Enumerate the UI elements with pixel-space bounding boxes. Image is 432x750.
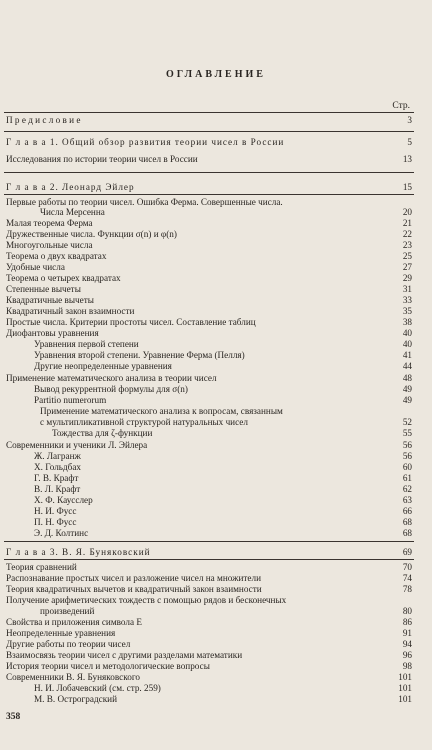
toc-subentry <box>0 484 432 495</box>
divider <box>4 541 414 542</box>
toc-entry <box>0 672 432 683</box>
toc-entry-title: Диофантовы уравнения <box>6 328 99 338</box>
toc-entry-page: 70 <box>402 562 412 572</box>
divider <box>4 172 414 173</box>
toc-entry-page: 13 <box>402 154 412 164</box>
toc-entry-page: 56 <box>402 440 412 450</box>
toc-entry <box>0 328 432 339</box>
toc-entry-title: Получение арифметических тождеств с помощью рядов и бесконечных <box>6 595 287 605</box>
toc-subentry <box>0 339 432 350</box>
toc-entry-title: Н. И. Фусс <box>34 506 77 516</box>
toc-entry-page: 94 <box>402 639 412 649</box>
toc-entry <box>0 262 432 273</box>
toc-entry-page: 74 <box>402 573 412 583</box>
toc-entry-page: 91 <box>402 628 412 638</box>
toc-subentry <box>0 451 432 462</box>
toc-entry-title: История теории чисел и методологические вопросы <box>6 661 210 671</box>
toc-entry-page: 29 <box>402 273 412 283</box>
toc-entry-title: Н. И. Лобачевский (см. стр. 259) <box>34 683 161 693</box>
toc-entry-page: 41 <box>402 350 412 360</box>
toc-entry-title: В. Л. Крафт <box>34 484 81 494</box>
toc-entry-page: 21 <box>402 218 412 228</box>
toc-entry-page: 68 <box>402 517 412 527</box>
toc-subentry <box>0 473 432 484</box>
toc-subentry <box>0 517 432 528</box>
toc-entry-page: 68 <box>402 528 412 538</box>
page-title: ОГЛАВЛЕНИЕ <box>166 69 266 80</box>
toc-entry-title: Простые числа. Критерии простоты чисел. Составление таблиц <box>6 317 256 327</box>
toc-entry-page: 55 <box>402 428 412 438</box>
toc-subentry <box>0 495 432 506</box>
toc-entry-page: 5 <box>407 137 412 147</box>
toc-entry-title: Уравнения первой степени <box>34 339 139 349</box>
toc-entry <box>0 562 432 573</box>
toc-entry <box>0 373 432 384</box>
toc-entry-title: Дружественные числа. Функции σ(n) и φ(n) <box>6 229 177 239</box>
toc-entry-title: Малая теорема Ферма <box>6 218 93 228</box>
toc-entry <box>0 650 432 661</box>
toc-entry-page: 69 <box>402 547 412 557</box>
toc-entry-title: Первые работы по теории чисел. Ошибка Ферма. Совершенные числа. <box>6 197 283 207</box>
toc-entry-page: 56 <box>402 451 412 461</box>
toc-entry-page: 98 <box>402 661 412 671</box>
toc-entry <box>0 295 432 306</box>
toc-entry-page: 78 <box>402 584 412 594</box>
toc-entry-page: 52 <box>402 417 412 427</box>
divider <box>4 112 414 113</box>
toc-entry-page: 80 <box>402 606 412 616</box>
toc-entry-title: М. В. Остроградский <box>34 694 118 704</box>
toc-entry-title: Квадратичный закон взаимности <box>6 306 135 316</box>
toc-entry <box>0 154 432 165</box>
toc-entry <box>0 628 432 639</box>
toc-subentry <box>0 350 432 361</box>
toc-entry <box>0 317 432 328</box>
toc-chapter-heading <box>0 547 432 558</box>
toc-entry-title: Х. Ф. Каусслер <box>34 495 93 505</box>
toc-entry-title: Теория сравнений <box>6 562 77 572</box>
toc-entry-page: 25 <box>402 251 412 261</box>
toc-entry-page: 49 <box>402 395 412 405</box>
toc-entry-title: Современники и ученики Л. Эйлера <box>6 440 148 450</box>
toc-entry-title: Применение математического анализа к вопросам, связанным <box>40 406 283 416</box>
toc-entry-title: Квадратичные вычеты <box>6 295 94 305</box>
page-number: 358 <box>6 712 21 722</box>
toc-entry-title: Применение математического анализа в теории чисел <box>6 373 217 383</box>
toc-entry-page: 96 <box>402 650 412 660</box>
toc-entry <box>0 229 432 240</box>
toc-entry-title: Другие работы по теории чисел <box>6 639 131 649</box>
toc-subentry <box>0 462 432 473</box>
toc-entry-title: Удобные числа <box>6 262 65 272</box>
toc-entry <box>0 306 432 317</box>
toc-entry-page: 86 <box>402 617 412 627</box>
toc-entry-page: 15 <box>402 182 412 192</box>
toc-entry-page: 23 <box>402 240 412 250</box>
toc-entry-title: Тождества для ζ-функции <box>52 428 153 438</box>
toc-subentry <box>0 683 432 694</box>
toc-entry-page: 63 <box>402 495 412 505</box>
toc-chapter-heading <box>0 137 432 148</box>
toc-entry-title: Ж. Лагранж <box>34 451 81 461</box>
toc-entry <box>0 595 432 606</box>
toc-entry <box>0 573 432 584</box>
toc-entry <box>0 207 432 218</box>
toc-entry-title: с мультипликативной структурой натуральных чисел <box>40 417 248 427</box>
toc-entry <box>0 661 432 672</box>
toc-entry-page: 33 <box>402 295 412 305</box>
toc-entry-title: Х. Гольдбах <box>34 462 81 472</box>
toc-entry-title: Э. Д. Колтинс <box>34 528 89 538</box>
toc-entry-page: 48 <box>402 373 412 383</box>
toc-subentry <box>0 506 432 517</box>
toc-entry-title: Свойства и приложения символа E <box>6 617 142 627</box>
toc-entry-page: 3 <box>407 115 412 125</box>
toc-subentry <box>0 406 432 417</box>
toc-entry-page: 66 <box>402 506 412 516</box>
toc-entry <box>0 273 432 284</box>
toc-entry-title: Г л а в а 1. Общий обзор развития теории чисел в России <box>6 137 285 147</box>
toc-entry-page: 101 <box>398 672 412 682</box>
toc-entry-title: Теорема о двух квадратах <box>6 251 107 261</box>
toc-entry <box>0 218 432 229</box>
toc-entry-page: 101 <box>398 694 412 704</box>
toc-entry-title: Взаимосвязь теории чисел с другими разделами математики <box>6 650 243 660</box>
toc-entry <box>0 606 432 617</box>
toc-subentry <box>0 528 432 539</box>
toc-entry <box>0 639 432 650</box>
toc-entry-page: 27 <box>402 262 412 272</box>
toc-entry-title: Г л а в а 2. Леонард Эйлер <box>6 182 135 192</box>
toc-subentry <box>0 428 432 439</box>
toc-entry-title: произведений <box>40 606 95 616</box>
toc-entry <box>0 617 432 628</box>
toc-entry <box>0 284 432 295</box>
toc-entry-page: 40 <box>402 339 412 349</box>
toc-subentry <box>0 694 432 705</box>
toc-entry-title: П р е д и с л о в и е <box>6 115 81 125</box>
toc-entry-page: 38 <box>402 317 412 327</box>
toc-entry-page: 61 <box>402 473 412 483</box>
toc-entry-title: Теорема о четырех квадратах <box>6 273 121 283</box>
toc-entry-title: Современники В. Я. Буняковского <box>6 672 140 682</box>
toc-entry-page: 35 <box>402 306 412 316</box>
toc-entry-page: 49 <box>402 384 412 394</box>
toc-entry-title: Исследования по истории теории чисел в России <box>6 154 198 164</box>
toc-entry-title: Уравнения второй степени. Уравнение Ферма (Пелля) <box>34 350 245 360</box>
toc-entry <box>0 251 432 262</box>
toc-subentry <box>0 384 432 395</box>
toc-subentry <box>0 417 432 428</box>
toc-entry-title: П. Н. Фусс <box>34 517 77 527</box>
toc-entry-page: 44 <box>402 361 412 371</box>
toc-chapter-heading <box>0 182 432 193</box>
toc-subentry <box>0 361 432 372</box>
toc-entry-title: Г. В. Крафт <box>34 473 79 483</box>
toc-entry-title: Неопределенные уравнения <box>6 628 116 638</box>
toc-entry <box>0 440 432 451</box>
page-column-label: Стр. <box>392 101 410 111</box>
toc-entry-title: Числа Мерсенна <box>40 207 105 217</box>
toc-entry-title: Теория квадратичных вычетов и квадратичный закон взаимности <box>6 584 262 594</box>
toc-entry <box>0 115 432 126</box>
divider <box>4 131 414 132</box>
toc-entry-page: 20 <box>402 207 412 217</box>
divider <box>4 559 414 560</box>
toc-entry-title: Partitio numerorum <box>34 395 107 405</box>
toc-entry-title: Г л а в а 3. В. Я. Буняковский <box>6 547 151 557</box>
toc-entry <box>0 240 432 251</box>
toc-subentry <box>0 395 432 406</box>
toc-entry-page: 60 <box>402 462 412 472</box>
toc-entry-page: 101 <box>398 683 412 693</box>
toc-entry-page: 62 <box>402 484 412 494</box>
toc-entry-page: 22 <box>402 229 412 239</box>
divider <box>4 194 414 195</box>
toc-entry-page: 31 <box>402 284 412 294</box>
toc-entry-title: Вывод рекуррентной формулы для σ(n) <box>34 384 188 394</box>
toc-entry-title: Распознавание простых чисел и разложение чисел на множители <box>6 573 261 583</box>
toc-entry-title: Многоугольные числа <box>6 240 93 250</box>
toc-entry-title: Степенные вычеты <box>6 284 81 294</box>
toc-entry <box>0 584 432 595</box>
toc-entry-title: Другие неопределенные уравнения <box>34 361 172 371</box>
toc-entry-page: 40 <box>402 328 412 338</box>
